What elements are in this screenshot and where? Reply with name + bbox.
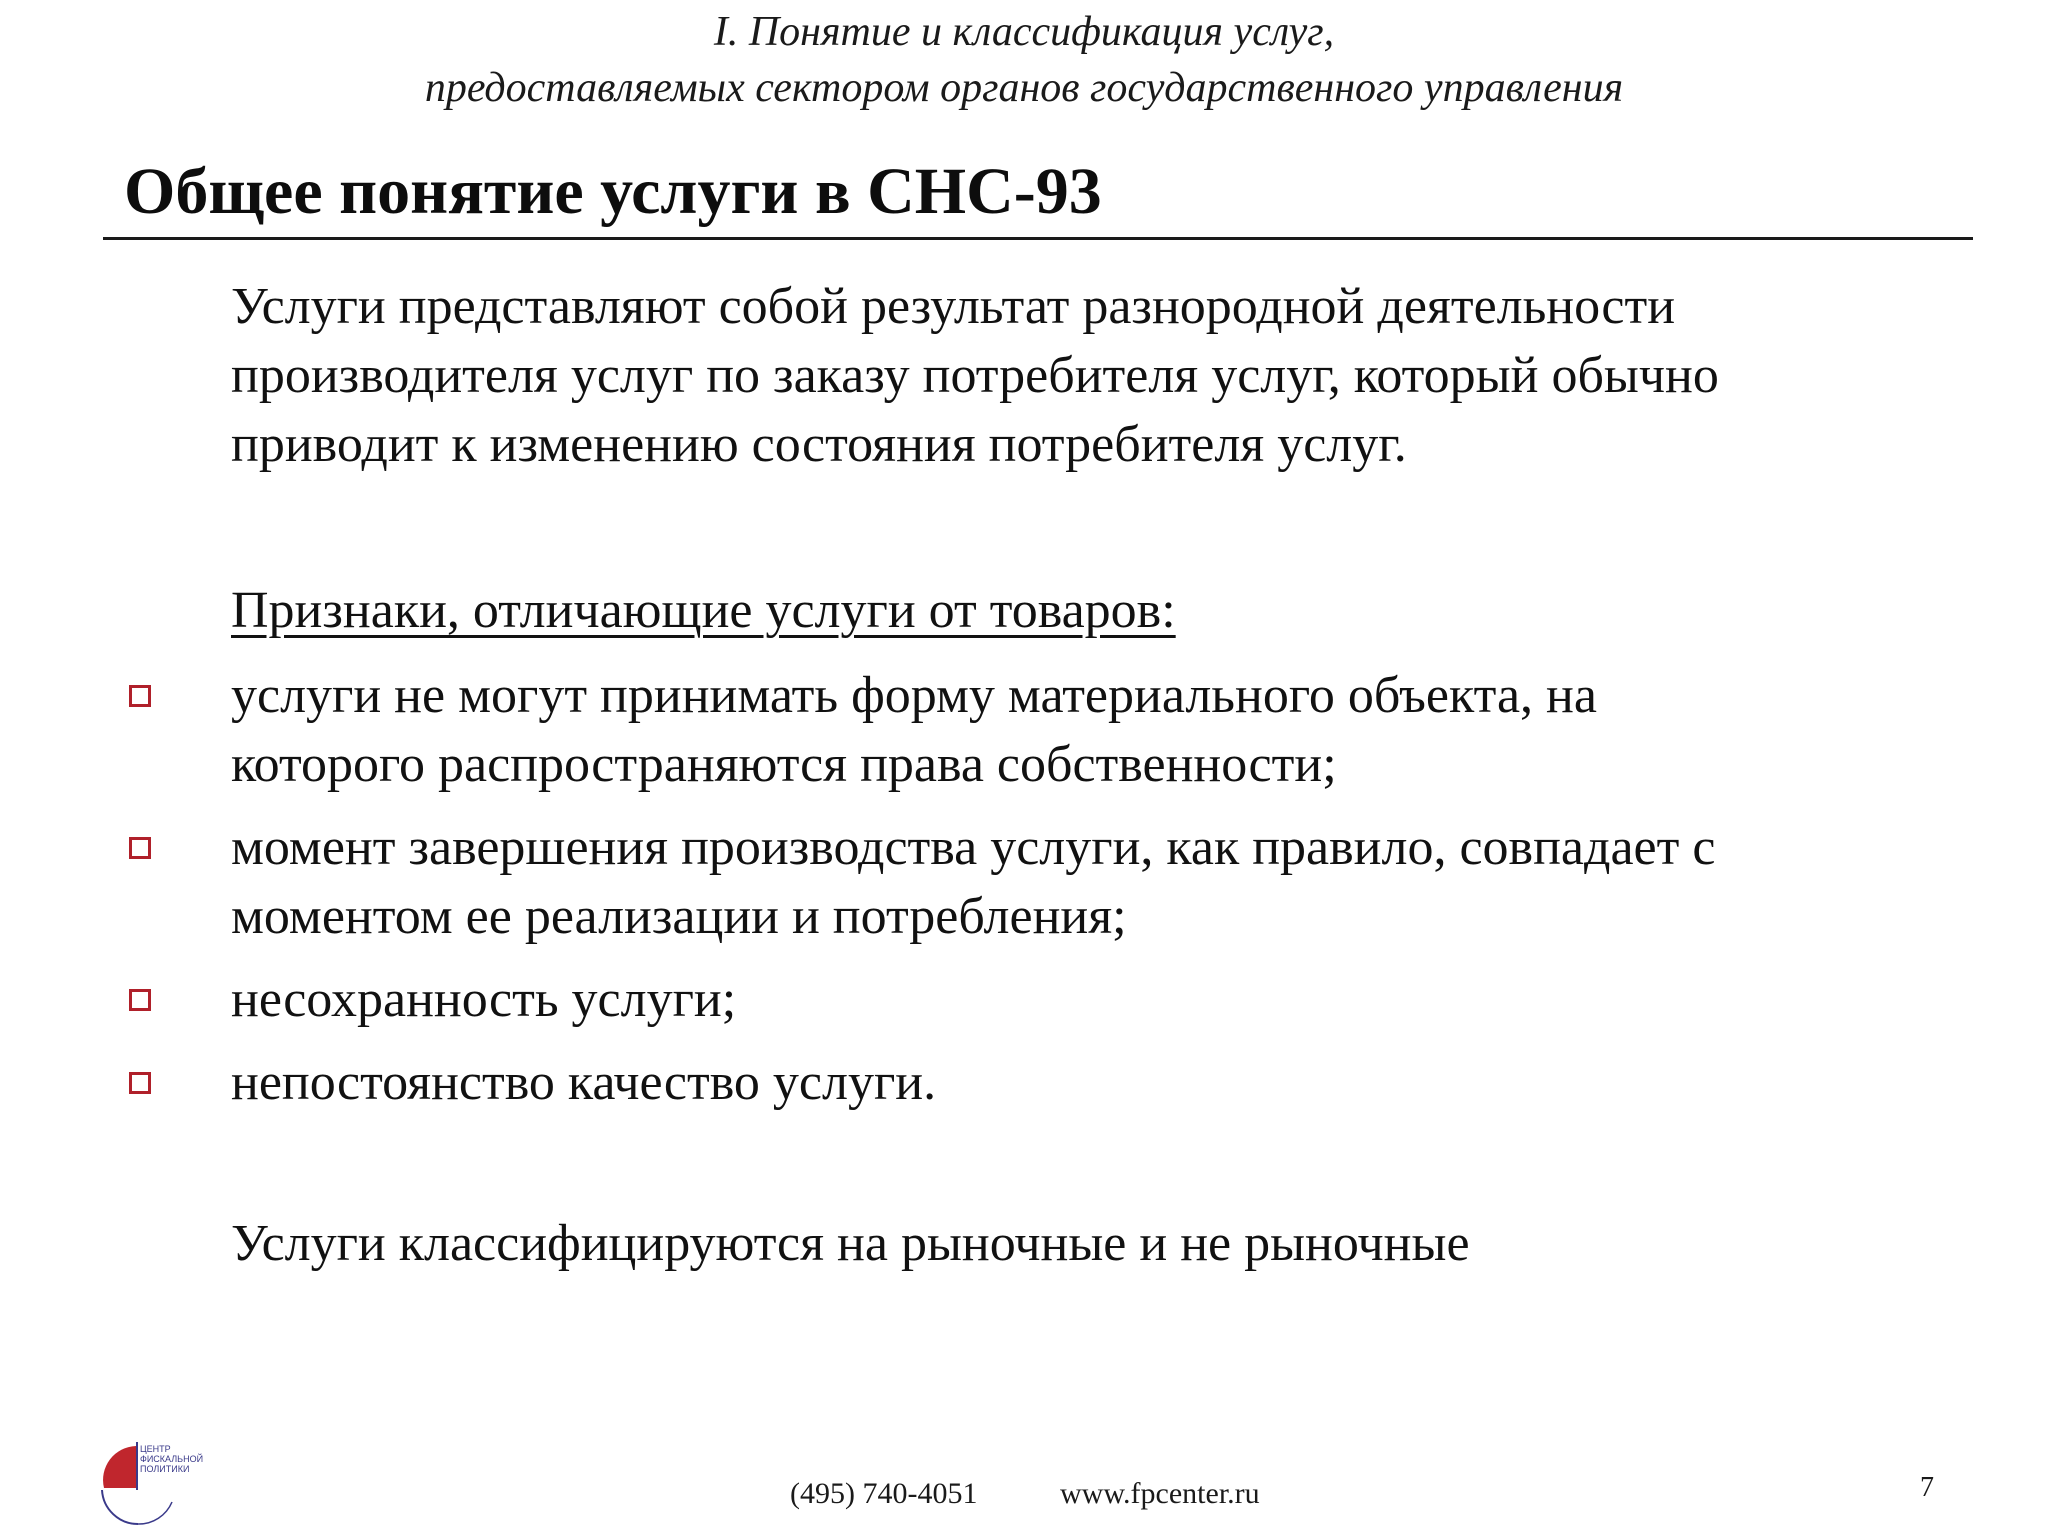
slide-title: Общее понятие услуги в СНС-93 [124, 155, 1102, 228]
definition-line-1: Услуги представляют собой результат разнородной деятельности [231, 278, 1676, 335]
definition-paragraph [231, 272, 1719, 479]
page-number: 7 [1920, 1472, 1934, 1503]
features-heading: Признаки, отличающие услуги от товаров: [231, 582, 1176, 639]
feature-text [231, 661, 1597, 799]
feature-text [231, 965, 736, 1034]
logo-caption [140, 1444, 203, 1474]
feature-line: услуги не могут принимать форму материального объекта, на [231, 667, 1597, 724]
logo-caption-line: ФИСКАЛЬНОЙ [140, 1454, 204, 1464]
feature-line: несохранность услуги; [231, 971, 737, 1028]
feature-line: момент завершения производства услуги, как правило, совпадает с [231, 819, 1716, 876]
section-header-line-2: предоставляемых сектором органов государственного управления [424, 65, 1624, 111]
section-header [0, 4, 2048, 116]
footer-phone: (495) 740-4051 [790, 1477, 978, 1510]
logo-caption-line: ЦЕНТР [140, 1444, 171, 1454]
footer-website-link[interactable]: www.fpcenter.ru [1060, 1477, 1260, 1510]
fiscal-policy-center-logo-icon [100, 1440, 212, 1526]
definition-line-2: производителя услуг по заказу потребителя услуг, который обычно [231, 347, 1719, 404]
feature-line: непостоянство качество услуги. [231, 1054, 937, 1111]
feature-line: моментом ее реализации и потребления; [231, 888, 1127, 945]
feature-text [231, 813, 1715, 951]
classification-statement: Услуги классифицируются на рыночные и не рыночные [231, 1215, 1470, 1272]
section-header-line-1: I. Понятие и классификация услуг, [713, 9, 1335, 55]
square-bullet-icon [129, 1072, 151, 1094]
square-bullet-icon [129, 837, 151, 859]
title-divider [103, 237, 1973, 240]
square-bullet-icon [129, 989, 151, 1011]
square-bullet-icon [129, 685, 151, 707]
definition-line-3: приводит к изменению состояния потребителя услуг. [231, 416, 1407, 473]
feature-line: которого распространяются права собственности; [231, 736, 1337, 793]
logo-caption-line: ПОЛИТИКИ [140, 1464, 190, 1474]
feature-text [231, 1048, 936, 1117]
